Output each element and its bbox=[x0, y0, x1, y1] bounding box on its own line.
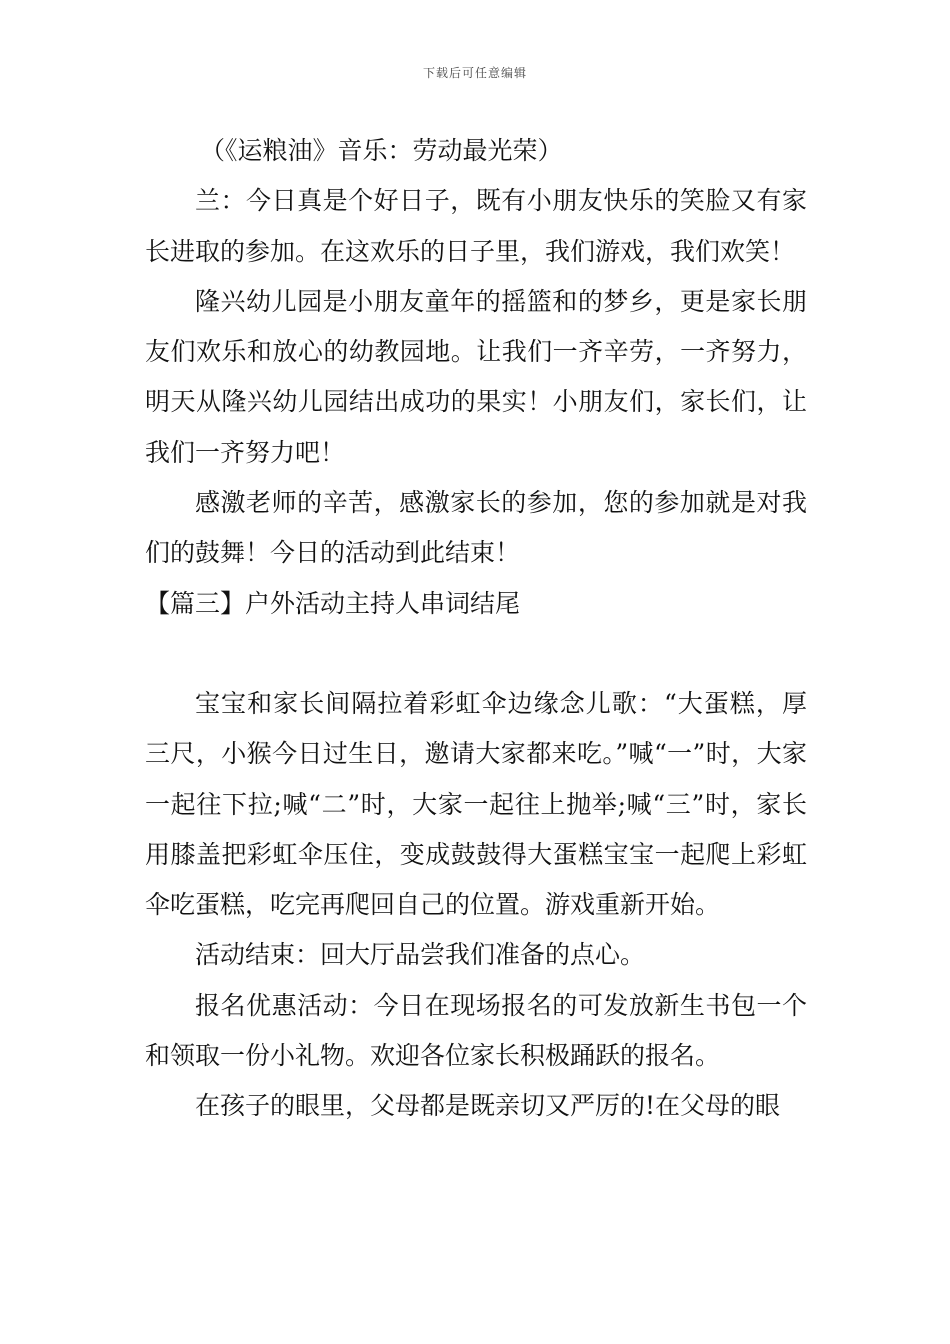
host-opening-paragraph: 兰：今日真是个好日子，既有小朋友快乐的笑脸又有家长进取的参加。在这欢乐的日子里，我们游戏，我们欢笑！ bbox=[145, 186, 807, 266]
music-note-paragraph: （《运粮油》音乐：劳动最光荣） bbox=[200, 136, 563, 165]
page-header: 下载后可任意编辑 bbox=[422, 66, 527, 80]
parents-paragraph: 在孩子的眼里，父母都是既亲切又严厉的!在父母的眼 bbox=[195, 1091, 781, 1121]
registration-offer-paragraph: 报名优惠活动：今日在现场报名的可发放新生书包一个和领取一份小礼物。欢迎各位家长积极踊跃的报名。 bbox=[145, 990, 807, 1071]
kindergarten-paragraph: 隆兴幼儿园是小朋友童年的摇篮和的梦乡，更是家长朋友们欢乐和放心的幼教园地。让我们一齐辛劳，一齐努力，明天从隆兴幼儿园结出成功的果实！小朋友们，家长们，让我们一齐努力吧！ bbox=[145, 286, 807, 467]
thanks-paragraph: 感激老师的辛苦，感激家长的参加，您的参加就是对我们的鼓舞！今日的活动到此结束！ bbox=[145, 488, 807, 568]
document-body bbox=[145, 126, 807, 1132]
blank-line bbox=[145, 629, 807, 679]
section-heading: 【篇三】户外活动主持人串词结尾 bbox=[145, 588, 521, 618]
activity-end-paragraph: 活动结束：回大厅品尝我们准备的点心。 bbox=[195, 940, 646, 970]
rainbow-umbrella-game-paragraph: 宝宝和家长间隔拉着彩虹伞边缘念儿歌：“大蛋糕，厚三尺，小猴今日过生日，邀请大家都来吃。”喊“一”时，大家一起往下拉;喊“二”时，大家一起往上抛举;喊“三”时，家长用膝盖把彩虹伞压住，变成鼓鼓得大蛋糕宝宝一起爬上彩虹伞吃蛋糕，吃完再爬回自己的位置。游戏重新开始。 bbox=[145, 688, 807, 920]
